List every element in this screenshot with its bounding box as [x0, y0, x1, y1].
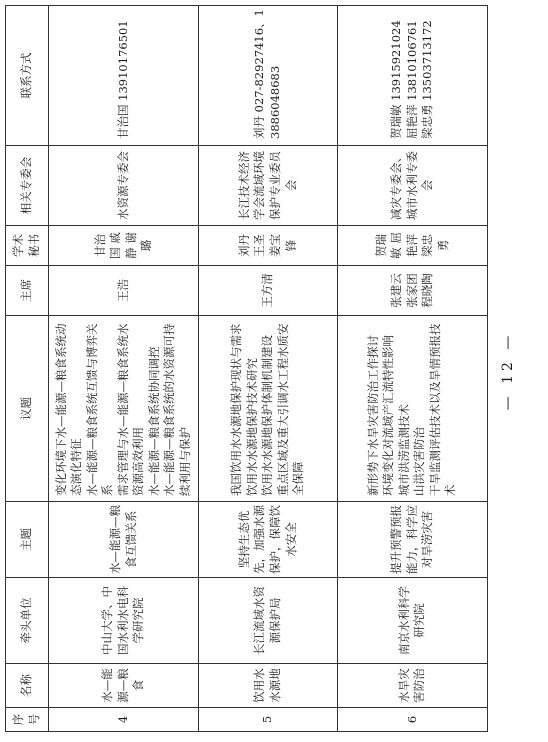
row-committee: 长江技术经济学会流域环境保护专业委员会	[199, 146, 337, 226]
topic-item: 我国饮用水水源地保护现状与需求	[229, 323, 244, 496]
header-committee: 相关专委会	[6, 146, 49, 226]
header-lead-unit: 牵头单位	[6, 578, 49, 664]
row-lead-unit: 中山大学、中国水利水电科学研究院	[49, 578, 199, 664]
topic-item: 需求管理与水—能源—粮食系统水资源高效利用	[115, 323, 146, 496]
header-secretary: 学术秘书	[6, 226, 49, 266]
row-chair: 张建云 张家团 程晓陶	[337, 266, 487, 316]
header-index: 序号	[6, 708, 49, 732]
header-name: 名称	[6, 664, 49, 708]
forum-table	[5, 5, 488, 732]
row-theme: 水—能源—粮食互馈关系	[49, 502, 199, 578]
row-chair: 王浩	[49, 266, 199, 316]
topic-item: 城市洪涝监测技术	[396, 404, 411, 496]
topic-item: 山洪灾害防治	[412, 427, 427, 496]
row-contact	[49, 6, 199, 146]
row-theme: 提升预警预报能力，科学应对旱涝灾害	[337, 502, 487, 578]
contact-line: 屈艳萍 13810106761	[404, 20, 419, 139]
row-theme: 坚持生态优先，加强水源保护，保障饮水安全	[199, 502, 337, 578]
topic-item: 重点区域及重大引调水工程水质安全保障	[275, 323, 306, 496]
header-theme: 主题	[6, 502, 49, 578]
table-row	[49, 6, 199, 732]
table-row	[337, 6, 487, 732]
contact-line: 甘治国 13910176501	[115, 20, 130, 139]
row-name: 水—能源—粮食	[49, 664, 199, 708]
table-row	[199, 6, 337, 732]
row-topics	[49, 316, 199, 502]
contact-line: 刘丹 027-82927416、13886048683	[252, 9, 282, 139]
page-number: — 12 —	[500, 331, 516, 411]
row-lead-unit: 长江流域水资源保护局	[199, 578, 337, 664]
row-contact	[199, 6, 337, 146]
contact-line: 贺瑞敏 13915921024	[389, 20, 404, 139]
topic-item: 水—能源—粮食系统的水资源可持续利用与保护	[162, 323, 192, 496]
row-committee: 水资源专委会	[49, 146, 199, 226]
row-index: 4	[49, 708, 199, 732]
header-contact: 联系方式	[6, 6, 49, 146]
row-committee: 减灾专委会、城市水利专委会	[337, 146, 487, 226]
row-topics	[337, 316, 487, 502]
row-secretary: 刘丹 王圣 姜宝锋	[199, 226, 337, 266]
row-chair: 王方清	[199, 266, 337, 316]
row-name: 饮用水水源地	[199, 664, 337, 708]
row-secretary: 贺瑞敏 屈艳萍 梁忠勇	[337, 226, 487, 266]
row-topics	[199, 316, 337, 502]
topic-item: 水—能源—粮食系统互馈与博弈关系	[84, 323, 115, 496]
topic-item: 变化环境下水—能源—粮食系统动态演化特征	[53, 323, 84, 496]
topic-item: 水—能源—粮食系统协同调控	[146, 346, 161, 496]
topic-item: 饮用水水源地保护技术研究	[244, 358, 259, 496]
row-name: 水旱灾害防治	[337, 664, 487, 708]
row-lead-unit: 南京水利科学研究院	[337, 578, 487, 664]
header-topics: 议题	[6, 316, 49, 502]
row-secretary: 甘治国 戚静 谢璐	[49, 226, 199, 266]
row-index: 5	[199, 708, 337, 732]
row-contact	[337, 6, 487, 146]
row-index: 6	[337, 708, 487, 732]
topic-item: 新形势下水旱灾害防治工作探讨	[365, 335, 380, 496]
topic-item: 饮用水水源地保护体制机制建设	[260, 335, 275, 496]
header-chair: 主席	[6, 266, 49, 316]
topic-item: 环境变化对流域产汇流特性影响	[381, 335, 396, 496]
topic-item: 干旱监测评估技术以及旱情预报技术	[427, 323, 458, 496]
table-header-row	[6, 6, 49, 732]
contact-line: 梁忠勇 13503713172	[420, 20, 435, 139]
